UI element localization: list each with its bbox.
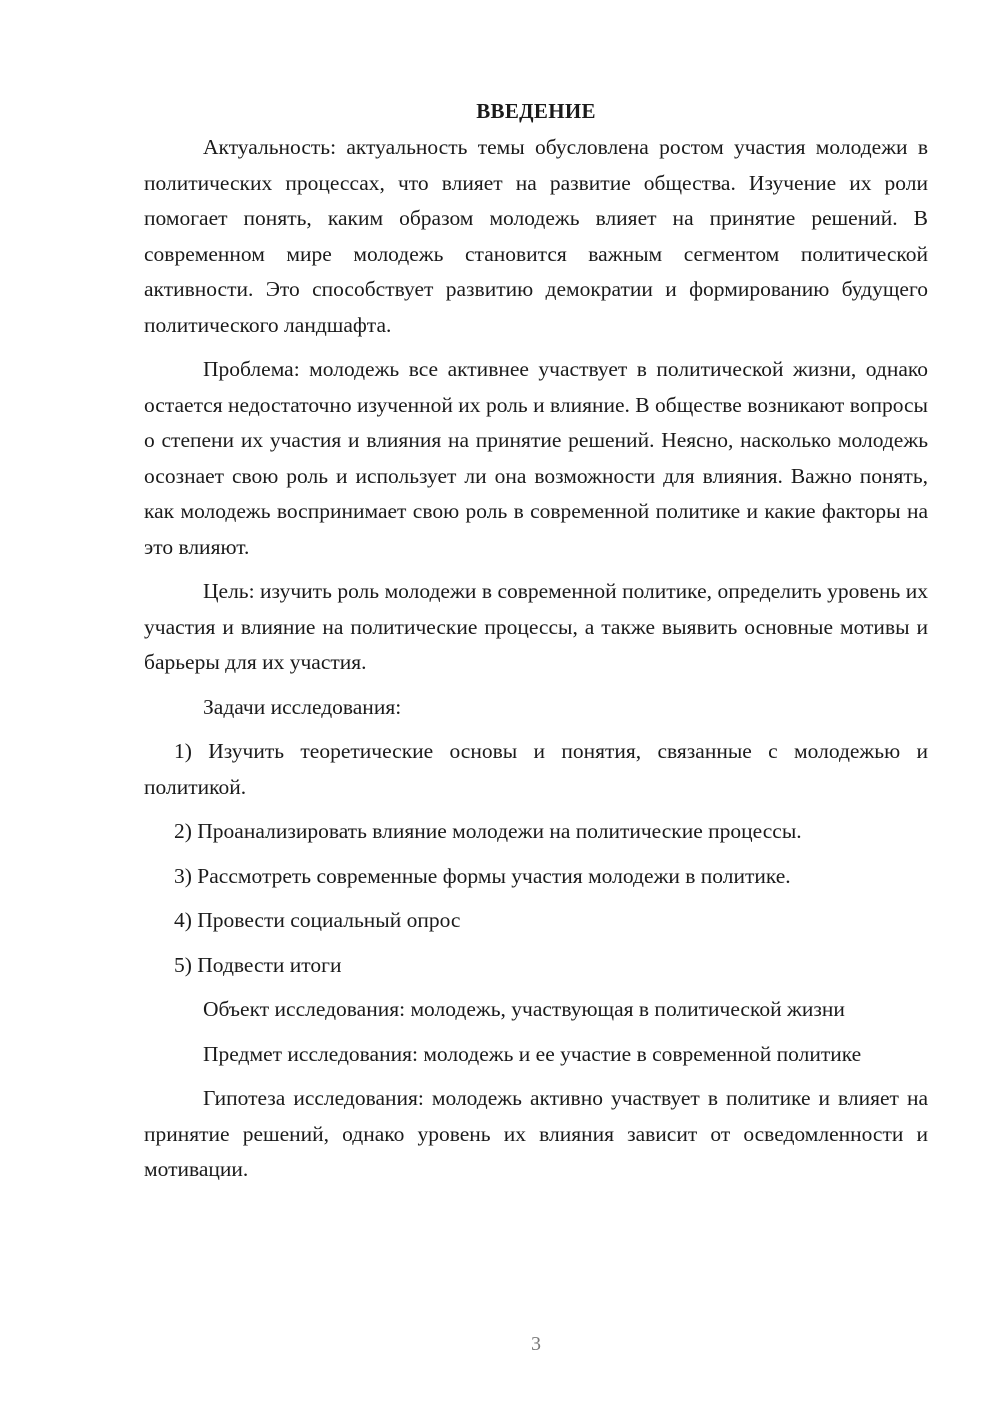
task-item-3: 3) Рассмотреть современные формы участия молодежи в политике. bbox=[174, 863, 791, 888]
task-item-4: 4) Провести социальный опрос bbox=[174, 908, 461, 932]
page-content bbox=[144, 96, 928, 1197]
task-item-2: 2) Проанализировать влияние молодежи на политические процессы. bbox=[174, 819, 802, 843]
task-item-1: 1) Изучить теоретические основы и понятия, связанные с молодежью и политикой. bbox=[144, 739, 928, 799]
relevance-paragraph: Актуальность: актуальность темы обусловлена ростом участия молодежи в политических процессах, что влияет на развитие общества. Изучение их роли помогает понять, каким образом молодежь влияет на принятие решений. В современном мире молодежь становится важным сегментом политической активности. Это способствует развитию демократии и формированию будущего политического ландшафта. bbox=[144, 135, 928, 337]
section-heading: ВВЕДЕНИЕ bbox=[476, 99, 596, 123]
object-paragraph: Объект исследования: молодежь, участвующая в политической жизни bbox=[203, 997, 845, 1021]
tasks-title: Задачи исследования: bbox=[203, 694, 402, 719]
task-item-5: 5) Подвести итоги bbox=[174, 952, 342, 977]
problem-paragraph: Проблема: молодежь все активнее участвует в политической жизни, однако остается недостаточно изученной их роль и влияние. В обществе возникают вопросы о степени их участия и влияния на принятие решений. Неясно, насколько молодежь осознает свою роль и использует ли она возможности для влияния. Важно понять, как молодежь воспринимает свою роль в современной политике и какие факторы на это влияют. bbox=[144, 357, 928, 559]
goal-paragraph: Цель: изучить роль молодежи в современной политике, определить уровень их участия и влияние на политические процессы, а также выявить основные мотивы и барьеры для их участия. bbox=[144, 579, 928, 674]
subject-paragraph: Предмет исследования: молодежь и ее участие в современной политике bbox=[203, 1041, 862, 1066]
page-number: 3 bbox=[531, 1333, 541, 1355]
tasks-list bbox=[144, 734, 928, 983]
hypothesis-paragraph: Гипотеза исследования: молодежь активно участвует в политике и влияет на принятие решений, однако уровень их влияния зависит от осведомленности и мотивации. bbox=[144, 1086, 928, 1181]
